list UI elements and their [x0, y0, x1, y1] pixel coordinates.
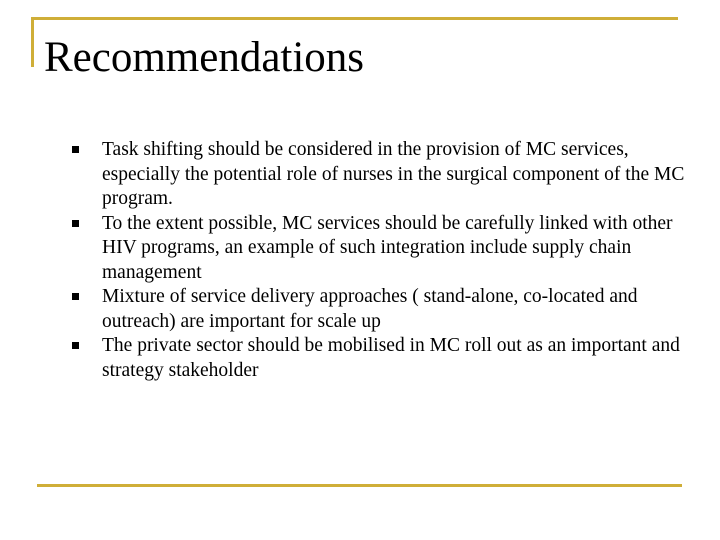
bullet-list: [70, 138, 690, 383]
bullet-item: [70, 334, 690, 383]
bullet-text: The private sector should be mobilised in MC roll out as an important and strategy stakeholder: [102, 335, 680, 381]
bullet-item: [70, 138, 690, 212]
bullet-item: [70, 212, 690, 286]
square-bullet-icon: [72, 342, 79, 349]
bullet-text: To the extent possible, MC services should be carefully linked with other HIV programs, an example of such integration include supply chain management: [102, 212, 673, 283]
bullet-text: Task shifting should be considered in the provision of MC services, especially the potential role of nurses in the surgical component of the MC program.: [102, 139, 685, 209]
slide-title: Recommendations: [44, 34, 365, 81]
square-bullet-icon: [72, 146, 79, 153]
footer-rule-line: [37, 484, 682, 487]
frame-left-line: [31, 17, 34, 67]
bullet-text: Mixture of service delivery approaches ( stand-alone, co-located and outreach) are important for scale up: [102, 286, 638, 332]
square-bullet-icon: [72, 220, 79, 227]
square-bullet-icon: [72, 293, 79, 300]
frame-top-line: [31, 17, 678, 20]
bullet-item: [70, 285, 690, 334]
